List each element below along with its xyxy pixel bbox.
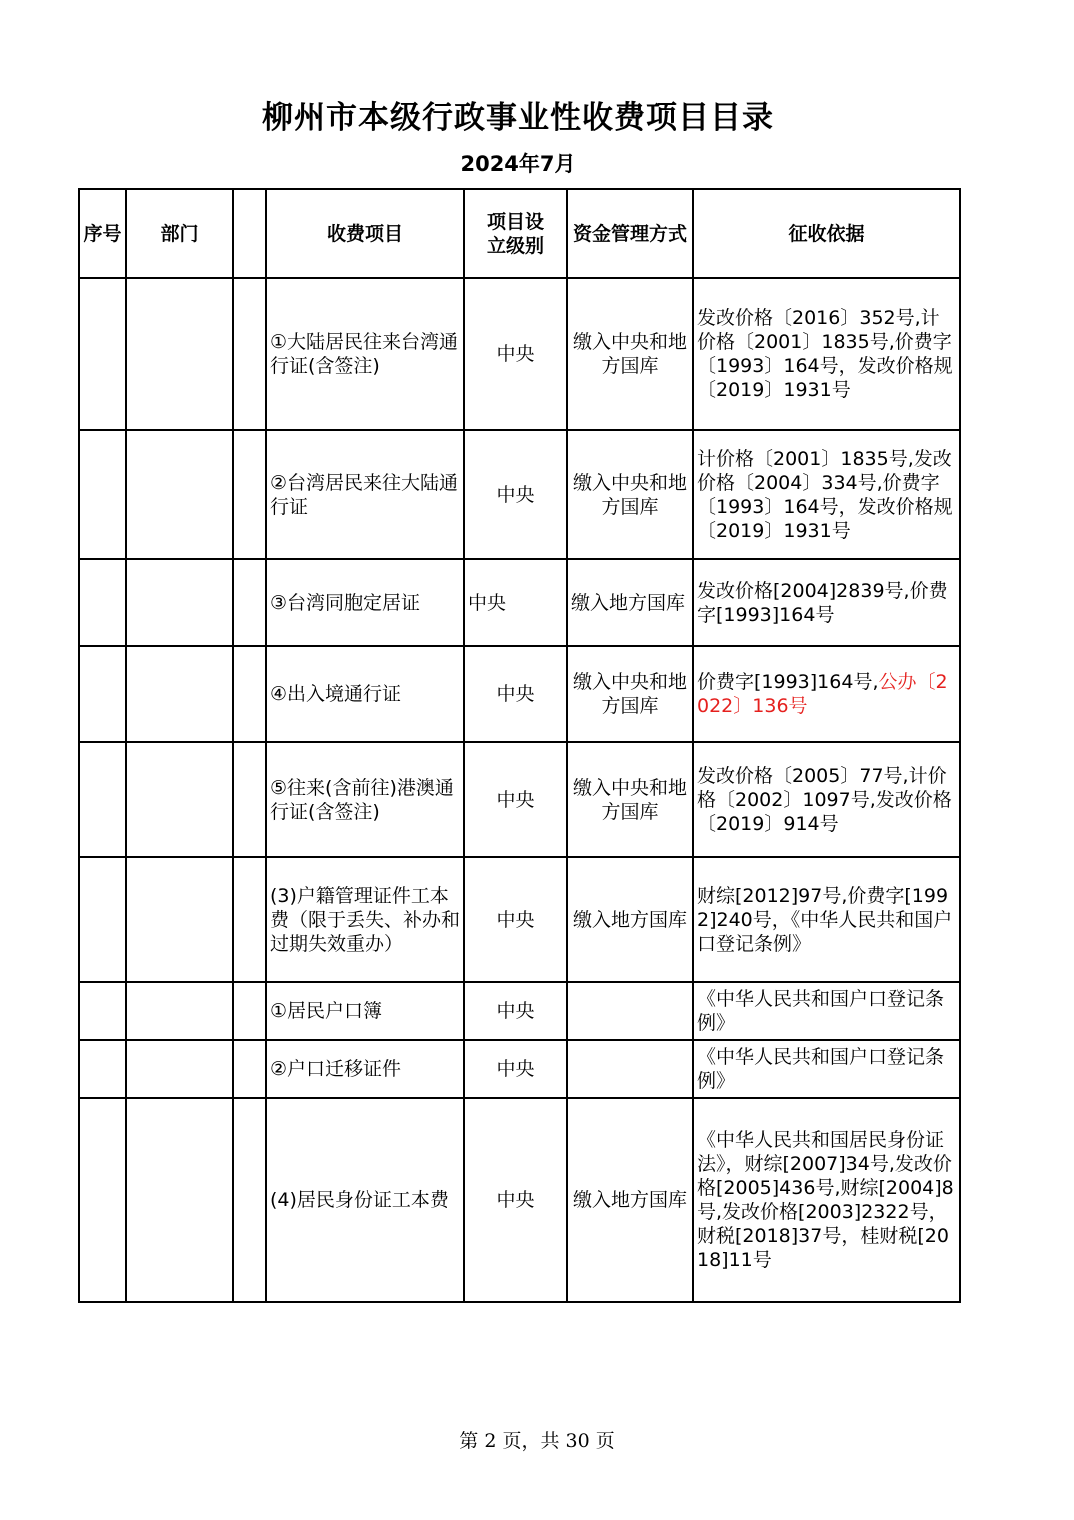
header-level-text: 项目设立级别 — [487, 210, 545, 257]
table-row — [79, 857, 960, 982]
cell-basis: 《中华人民共和国居民身份证法》，财综[2007]34号,发改价格[2005]436号,财综[2004]8号,发改价格[2003]2322号，财税[2018]37号，桂财税[2018]11号 — [693, 1098, 960, 1302]
cell-blank — [233, 278, 266, 430]
table-row — [79, 559, 960, 646]
cell-seq — [79, 559, 126, 646]
cell-dept — [126, 1040, 233, 1098]
cell-level: 中央 — [464, 559, 567, 646]
cell-fund: 缴入中央和地方国库 — [567, 742, 693, 857]
cell-basis — [693, 646, 960, 742]
table-row — [79, 646, 960, 742]
cell-dept — [126, 646, 233, 742]
cell-dept — [126, 982, 233, 1040]
cell-fund — [567, 982, 693, 1040]
cell-basis: 发改价格〔2005〕77号,计价格〔2002〕1097号,发改价格〔2019〕914号 — [693, 742, 960, 857]
cell-item: ②户口迁移证件 — [266, 1040, 464, 1098]
document-date: 2024年7月 — [460, 152, 576, 176]
cell-blank — [233, 646, 266, 742]
cell-item: ①大陆居民往来台湾通行证(含签注) — [266, 278, 464, 430]
fee-items-table — [78, 188, 961, 1303]
table-row — [79, 430, 960, 559]
cell-item: ①居民户口簿 — [266, 982, 464, 1040]
cell-item: ⑤往来(含前往)港澳通行证(含签注) — [266, 742, 464, 857]
cell-item: (4)居民身份证工本费 — [266, 1098, 464, 1302]
cell-fund: 缴入中央和地方国库 — [567, 646, 693, 742]
header-item: 收费项目 — [266, 189, 464, 278]
header-fund: 资金管理方式 — [567, 189, 693, 278]
cell-item: ④出入境通行证 — [266, 646, 464, 742]
cell-level: 中央 — [464, 646, 567, 742]
cell-fund: 缴入地方国库 — [567, 857, 693, 982]
cell-dept — [126, 430, 233, 559]
cell-dept — [126, 1098, 233, 1302]
cell-item: ②台湾居民来往大陆通行证 — [266, 430, 464, 559]
cell-level: 中央 — [464, 1040, 567, 1098]
cell-blank — [233, 430, 266, 559]
table-header-row — [79, 189, 960, 278]
cell-item: ③台湾同胞定居证 — [266, 559, 464, 646]
page-number-footer: 第 2 页，共 30 页 — [459, 1430, 615, 1452]
cell-level: 中央 — [464, 982, 567, 1040]
header-level — [464, 189, 567, 278]
cell-level: 中央 — [464, 742, 567, 857]
cell-basis: 《中华人民共和国户口登记条例》 — [693, 982, 960, 1040]
cell-blank — [233, 742, 266, 857]
cell-seq — [79, 1040, 126, 1098]
cell-fund: 缴入中央和地方国库 — [567, 430, 693, 559]
cell-seq — [79, 430, 126, 559]
cell-basis: 财综[2012]97号,价费字[1992]240号，《中华人民共和国户口登记条例》 — [693, 857, 960, 982]
cell-blank — [233, 857, 266, 982]
cell-blank — [233, 1098, 266, 1302]
cell-dept — [126, 742, 233, 857]
document-title: 柳州市本级行政事业性收费项目目录 — [262, 100, 774, 136]
table-row — [79, 742, 960, 857]
cell-seq — [79, 982, 126, 1040]
cell-basis: 计价格〔2001〕1835号,发改价格〔2004〕334号,价费字〔1993〕164号，发改价格规〔2019〕1931号 — [693, 430, 960, 559]
table-row — [79, 1040, 960, 1098]
cell-basis-text: 价费字[1993]164号, — [697, 671, 879, 693]
cell-item: (3)户籍管理证件工本费（限于丢失、补办和过期失效重办） — [266, 857, 464, 982]
cell-basis: 发改价格[2004]2839号,价费字[1993]164号 — [693, 559, 960, 646]
header-dept: 部门 — [126, 189, 233, 278]
cell-level: 中央 — [464, 1098, 567, 1302]
cell-level: 中央 — [464, 857, 567, 982]
table-row — [79, 1098, 960, 1302]
cell-blank — [233, 982, 266, 1040]
cell-fund — [567, 1040, 693, 1098]
cell-fund: 缴入中央和地方国库 — [567, 278, 693, 430]
cell-blank — [233, 559, 266, 646]
header-basis: 征收依据 — [693, 189, 960, 278]
cell-basis-red-text: 公办〔2022〕136号 — [697, 671, 948, 717]
cell-fund: 缴入地方国库 — [567, 559, 693, 646]
cell-seq — [79, 857, 126, 982]
header-seq: 序号 — [79, 189, 126, 278]
cell-seq — [79, 1098, 126, 1302]
cell-fund: 缴入地方国库 — [567, 1098, 693, 1302]
cell-basis: 发改价格〔2016〕352号,计价格〔2001〕1835号,价费字〔1993〕164号，发改价格规〔2019〕1931号 — [693, 278, 960, 430]
cell-seq — [79, 278, 126, 430]
table-row — [79, 278, 960, 430]
cell-dept — [126, 278, 233, 430]
table-row — [79, 982, 960, 1040]
cell-dept — [126, 559, 233, 646]
cell-level: 中央 — [464, 278, 567, 430]
cell-dept — [126, 857, 233, 982]
cell-basis: 《中华人民共和国户口登记条例》 — [693, 1040, 960, 1098]
cell-seq — [79, 646, 126, 742]
cell-blank — [233, 1040, 266, 1098]
cell-seq — [79, 742, 126, 857]
cell-level: 中央 — [464, 430, 567, 559]
header-blank — [233, 189, 266, 278]
